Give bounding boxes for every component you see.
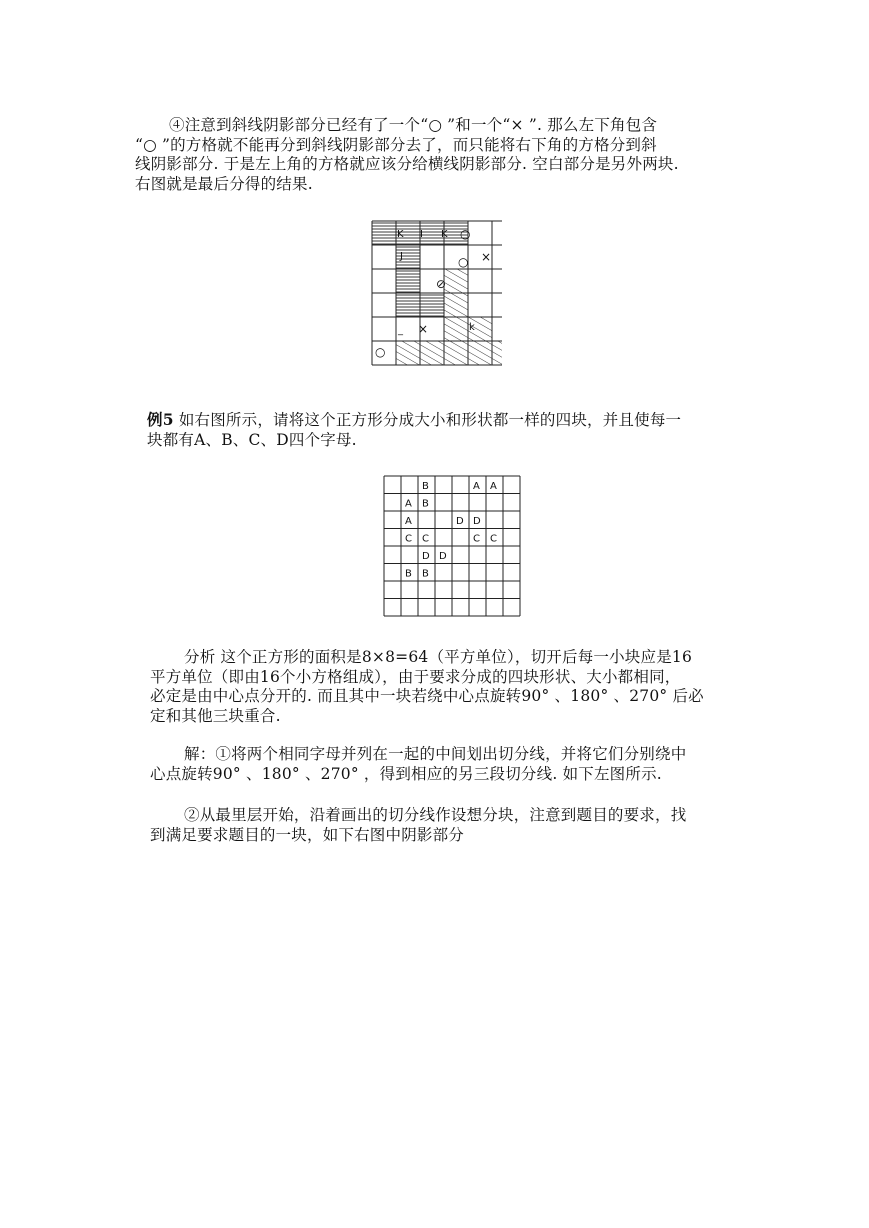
partition-mark-i: I [420,229,423,240]
grid-letter-c: C [490,533,497,545]
horizontal-shaded-cell [396,293,420,317]
circle-mark-top: ○ [460,227,471,241]
letter-grid-lines [384,476,520,616]
grid-letter-c: C [422,533,429,545]
diagonal-shaded-cell [444,341,468,365]
horizontal-shaded-cell [372,221,396,245]
grid-letter-c: C [405,533,412,545]
grid-letter-b: B [422,481,429,492]
step2-paragraph [150,806,760,845]
partition-mark-k2: K [441,229,448,240]
cross-mark-lower: × [418,322,429,336]
step2-line-1: ②从最里层开始，沿着画出的切分线作设想分块，注意到题目的要求，找 [184,806,687,824]
grid-letter-d: D [473,516,481,527]
analysis-line-4: 定和其他三块重合. [150,706,281,725]
grid-letter-b: B [422,498,429,510]
letter-grid-figure [382,474,522,622]
cross-mark: × [481,250,492,264]
step4-line-4: 右图就是最后分得的结果. [135,174,313,193]
grid-letter-d: D [439,551,447,562]
grid-letter-d: D [456,516,464,527]
analysis-line-1: 分析 这个正方形的面积是8×8=64（平方单位），切开后每一小块应是16 [184,648,693,666]
diagonal-shaded-cell [396,341,420,365]
grid-letter-a: A [473,481,480,492]
grid-letter-d: D [422,551,430,562]
circled-slash-mark: ⊘ [436,277,447,291]
grid-letter-a: A [490,481,497,492]
example5-paragraph [147,410,757,450]
diagonal-shaded-cell [468,341,492,365]
diagonal-shaded-cell [444,269,468,293]
diagonal-shaded-cell [492,341,502,365]
solution-line-2: 心点旋转90° 、180° 、270° ，得到相应的另三段切分线. 如下左图所示. [150,764,662,783]
example5-label: 例5 [147,410,174,429]
step4-paragraph [135,116,755,194]
diagonal-shaded-cell [444,293,468,317]
step2-line-2: 到满足要求题目的一块，如下右图中阴影部分 [150,825,465,844]
analysis-line-3: 必定是由中心点分开的. 而且其中一块若绕中心点旋转90° 、180° 、270° 后必 [150,687,704,705]
grid-letter-c: C [473,533,480,545]
circle-mark-bottom-left: ○ [375,345,386,359]
partition-mark-k1: K [397,229,404,240]
circle-mark: ○ [458,255,469,269]
partition-mark-dash: _ [398,325,403,336]
letter-grid-letters [405,481,497,580]
partition-mark-j: J [400,251,403,262]
diagonal-shaded-cell [420,341,444,365]
diagonal-shaded-cell [444,317,468,341]
example5-line-2: 块都有A、B、C、D四个字母. [147,430,357,449]
analysis-line-2: 平方单位（即由16个小方格组成），由于要求分成的四块形状、大小都相同， [150,667,681,686]
step4-line-2: “○ ”的方格就不能再分到斜线阴影部分去了，而只能将右下角的方格分到斜 [135,135,657,154]
grid-letter-b: B [422,568,429,580]
analysis-paragraph [150,648,760,726]
horizontal-shaded-cell [396,269,420,293]
grid-letter-a: A [405,498,412,510]
partition-result-figure [370,219,502,367]
example5-line-1: 如右图所示，请将这个正方形分成大小和形状都一样的四块，并且使每一 [173,411,682,429]
horizontal-shaded-cell [420,293,444,317]
solution-line-1: 解：①将两个相同字母并列在一起的中间划出切分线，并将它们分别绕中 [184,745,687,763]
grid-letter-a: A [405,516,412,527]
step4-line-3: 线阴影部分. 于是左上角的方格就应该分给横线阴影部分. 空白部分是另外两块. [135,155,679,173]
step4-line-1: ④注意到斜线阴影部分已经有了一个“○ ”和一个“× ”. 那么左下角包含 [169,116,658,134]
grid-letter-b: B [405,568,412,580]
solution-paragraph [150,745,760,784]
partition-mark-k3: k [469,322,475,333]
